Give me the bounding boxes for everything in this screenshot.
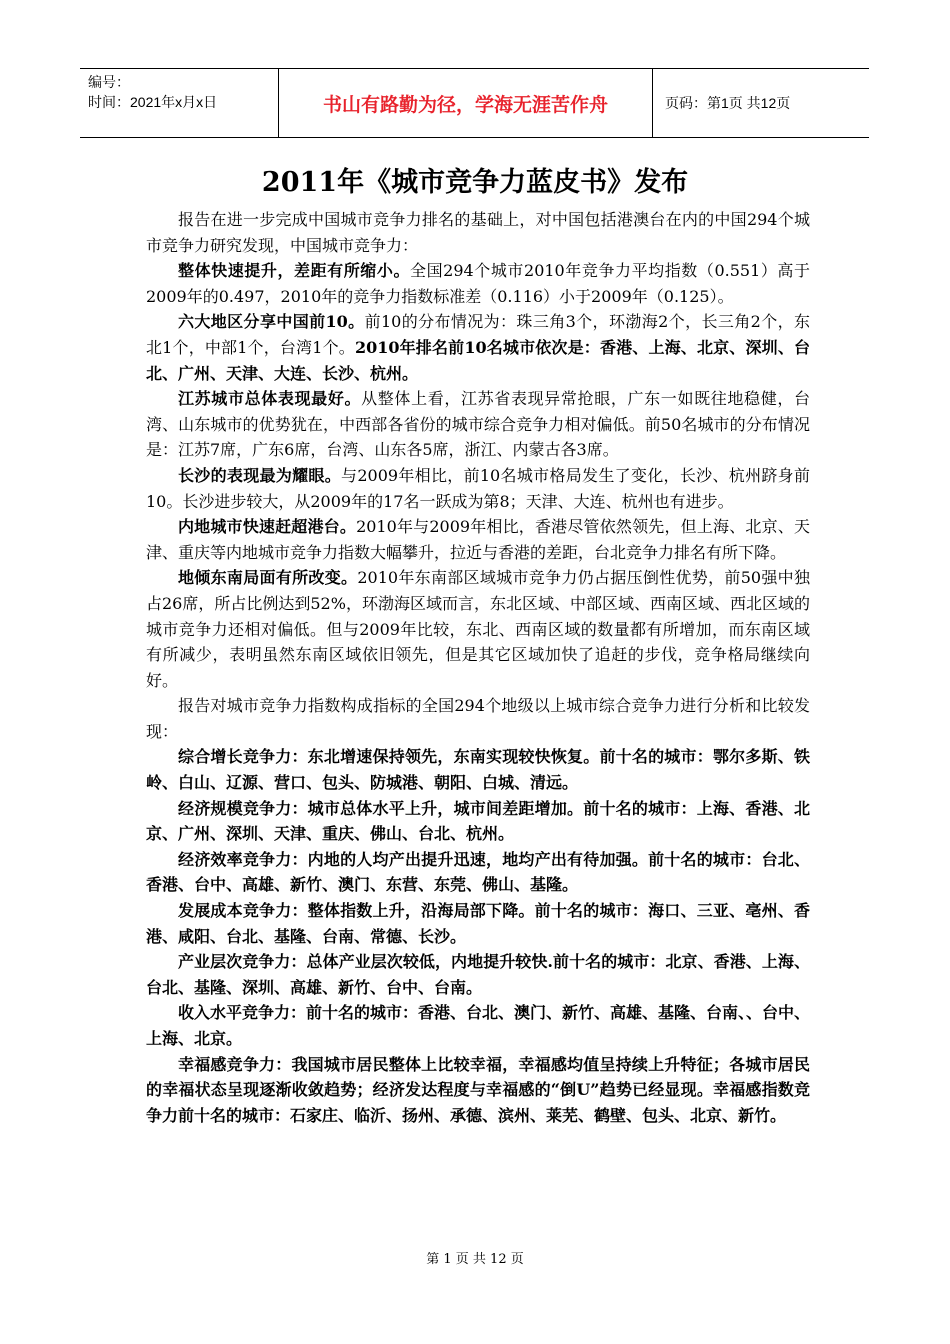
indicator-happiness: 幸福感竞争力：我国城市居民整体上比较幸福，幸福感均值呈持续上升特征；各城市居民的幸福状态呈现逐渐收敛趋势；经济发达程度与幸福感的“倒U”趋势已经显现。幸福感指数竞争力前十名的城市：石家庄、临沂、扬州、承德、滨州、莱芜、鹤壁、包头、北京、新竹。 xyxy=(146,1054,810,1125)
paragraph-6 xyxy=(146,565,810,693)
header-page-info: 页码：第1页 共12页 xyxy=(665,95,791,111)
paragraph-5-text: 2010年与2009年相比，香港尽管依然领先，但上海、北京、天津、重庆等内地城市竞争力指数大幅攀升，拉近与香港的差距，台北竞争力排名有所下降。 xyxy=(146,517,810,562)
paragraph-3-lead: 江苏城市总体表现最好。 xyxy=(178,389,362,409)
paragraph-2-text: 前10的分布情况为：珠三角3个，环渤海2个，长三角2个，东北1个，中部1个，台湾1个。 xyxy=(146,312,810,357)
paragraph-2-top10: 2010年排名前10名城市依次是：香港、上海、北京、深圳、台北、广州、天津、大连、长沙、杭州。 xyxy=(146,337,810,383)
paragraph-3-text: 从整体上看，江苏省表现异常抢眼，广东一如既往地稳健，台湾、山东城市的优势犹在，中西部各省份的城市综合竞争力相对偏低。前50名城市的分布情况是：江苏7席，广东6席，台湾、山东各5席，浙江、内蒙古各3席。 xyxy=(146,389,810,460)
indicator-growth: 综合增长竞争力：东北增速保持领先，东南实现较快恢复。前十名的城市：鄂尔多斯、铁岭、白山、辽源、营口、包头、防城港、朝阳、白城、清远。 xyxy=(146,747,810,793)
intro-paragraph: 报告在进一步完成中国城市竞争力排名的基础上，对中国包括港澳台在内的中国294个城市竞争力研究发现，中国城市竞争力： xyxy=(146,210,810,255)
header-meta xyxy=(80,69,279,137)
indicator-cost: 发展成本竞争力：整体指数上升，沿海局部下降。前十名的城市：海口、三亚、亳州、香港、咸阳、台北、基隆、台南、常德、长沙。 xyxy=(146,901,810,946)
document-title: 2011年《城市竞争力蓝皮书》发布 xyxy=(261,167,689,198)
time-label: 时间：2021年x月x日 xyxy=(88,94,218,110)
paragraph-3 xyxy=(146,386,810,463)
paragraph-4-lead: 长沙的表现最为耀眼。 xyxy=(178,465,342,485)
header-motto: 书山有路勤为径，学海无涯苦作舟 xyxy=(279,69,653,137)
paragraph-2-lead: 六大地区分享中国前10。 xyxy=(178,312,365,332)
paragraph-1 xyxy=(146,258,810,309)
page-header xyxy=(80,68,869,138)
paragraph-4 xyxy=(146,463,810,514)
indicator-income: 收入水平竞争力：前十名的城市：香港、台北、澳门、新竹、高雄、基隆、台南、、台中、上海、北京。 xyxy=(146,1003,811,1048)
indicator-efficiency: 经济效率竞争力：内地的人均产出提升迅速，地均产出有待加强。前十名的城市：台北、香港、台中、高雄、新竹、澳门、东营、东莞、佛山、基隆。 xyxy=(146,849,810,895)
paragraph-6-lead: 地倾东南局面有所改变。 xyxy=(178,568,358,588)
indicator-industry: 产业层次竞争力：总体产业层次较低，内地提升较快.前十名的城市：北京、香港、上海、台北、基隆、深圳、高雄、新竹、台中、台南。 xyxy=(146,952,810,997)
indicator-scale: 经济规模竞争力：城市总体水平上升，城市间差距增加。前十名的城市：上海、香港、北京、广州、深圳、天津、重庆、佛山、台北、杭州。 xyxy=(146,798,810,844)
paragraph-6-text: 2010年东南部区域城市竞争力仍占据压倒性优势，前50强中独占26席，所占比例达到52%，环渤海区域而言，东北区域、中部区域、西南区域、西北区域的城市竞争力还相对偏低。但与2009年比较，东北、西南区域的数量都有所增加，而东南区域有所减少，表明虽然东南区域依旧领先，但是其它区域加快了追赶的步伐，竞争格局继续向好。 xyxy=(146,568,810,690)
paragraph-4-text: 与2009年相比，前10名城市格局发生了变化，长沙、杭州跻身前10。长沙进步较大，从2009年的17名一跃成为第8；天津、大连、杭州也有进步。 xyxy=(146,465,810,511)
paragraph-5-lead: 内地城市快速赶超港台。 xyxy=(178,517,357,537)
paragraph-1-lead: 整体快速提升，差距有所缩小。 xyxy=(178,261,411,281)
page-footer: 第 1 页 共 12 页 xyxy=(426,1252,524,1267)
document-body xyxy=(146,207,810,1128)
paragraph-5 xyxy=(146,514,810,565)
paragraph-2 xyxy=(146,309,810,386)
number-label: 编号： xyxy=(88,74,130,90)
paragraph-7: 报告对城市竞争力指数构成指标的全国294个地级以上城市综合竞争力进行分析和比较发现： xyxy=(146,696,810,741)
paragraph-1-text: 全国294个城市2010年竞争力平均指数（0.551）高于2009年的0.497，2010年的竞争力指数标准差（0.116）小于2009年（0.125）。 xyxy=(146,261,810,306)
